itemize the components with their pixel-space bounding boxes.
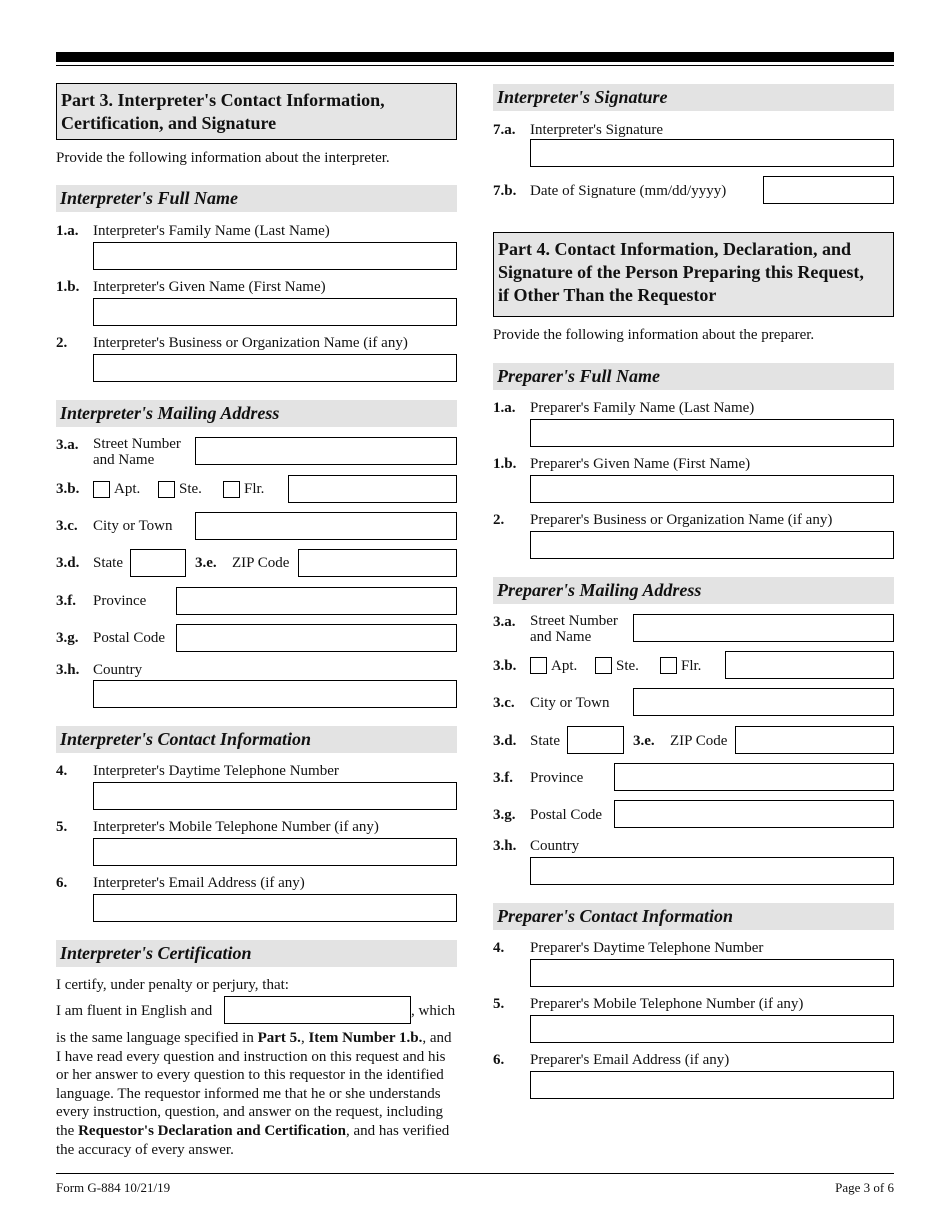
field-label: Interpreter's Given Name (First Name) [93, 279, 326, 295]
item-number: 7.a. [493, 122, 516, 138]
interpreter-signature-heading: Interpreter's Signature [493, 84, 894, 111]
item-number: 3.b. [56, 481, 80, 497]
item-number: 5. [493, 996, 505, 1012]
item-number: 6. [56, 875, 68, 891]
item-number: 3.g. [493, 807, 516, 823]
item-number: 3.h. [56, 662, 80, 678]
language-field[interactable] [224, 996, 411, 1024]
item-number: 2. [493, 512, 505, 528]
field-label: Date of Signature (mm/dd/yyyy) [530, 183, 727, 199]
street-label-line1: Street Number [530, 613, 618, 629]
preparer-email-field[interactable] [530, 1071, 894, 1099]
ste-label: Ste. [616, 658, 639, 674]
interpreter-zip-field[interactable] [298, 549, 457, 577]
part3-title-box [56, 83, 457, 140]
field-label: Country [93, 662, 143, 678]
field-label: Interpreter's Daytime Telephone Number [93, 763, 339, 779]
part4-title-box [493, 232, 894, 317]
preparer-zip-field[interactable] [735, 726, 894, 754]
field-label: Preparer's Business or Organization Name (if any) [530, 512, 833, 528]
top-thick-rule [56, 52, 894, 62]
field-label: Postal Code [530, 807, 603, 823]
part4-title-line2: Signature of the Person Preparing this Request, [498, 262, 864, 282]
preparer-daytime-phone-field[interactable] [530, 959, 894, 987]
cert-part-ref: Part 5. [257, 1030, 301, 1046]
field-label: Interpreter's Mobile Telephone Number (if any) [93, 819, 379, 835]
item-number: 7.b. [493, 183, 517, 199]
field-label: Preparer's Given Name (First Name) [530, 456, 751, 472]
top-thin-rule [56, 65, 894, 66]
fluent-suffix: , which [411, 1003, 456, 1019]
certification-paragraph [56, 1029, 458, 1159]
interpreter-family-name-field[interactable] [93, 242, 457, 270]
item-number: 3.d. [56, 555, 80, 571]
part3-title-line2: Certification, and Signature [61, 113, 277, 133]
cert-item-ref: Item Number 1.b. [308, 1030, 423, 1046]
street-label-line2: and Name [93, 452, 155, 468]
field-label: City or Town [93, 518, 173, 534]
preparer-postal-code-field[interactable] [614, 800, 894, 828]
interpreter-business-name-field[interactable] [93, 354, 457, 382]
ste-checkbox[interactable] [158, 481, 175, 498]
apt-label: Apt. [114, 481, 141, 497]
item-number: 1.b. [493, 456, 517, 472]
street-label-line2: and Name [530, 629, 592, 645]
preparer-street-field[interactable] [633, 614, 894, 642]
interpreter-full-name-heading: Interpreter's Full Name [56, 185, 457, 212]
item-number: 1.a. [493, 400, 516, 416]
interpreter-postal-code-field[interactable] [176, 624, 457, 652]
field-label: Interpreter's Email Address (if any) [93, 875, 305, 891]
field-label: Province [93, 593, 147, 609]
field-label: ZIP Code [670, 733, 728, 749]
signature-date-field[interactable] [763, 176, 894, 204]
item-number: 3.b. [493, 658, 517, 674]
flr-label: Flr. [244, 481, 265, 497]
field-label: State [530, 733, 560, 749]
item-number: 3.a. [493, 614, 516, 630]
field-label [93, 436, 181, 468]
interpreter-certification-heading: Interpreter's Certification [56, 940, 457, 967]
preparer-country-field[interactable] [530, 857, 894, 885]
street-label-line1: Street Number [93, 436, 181, 452]
item-number: 1.b. [56, 279, 80, 295]
flr-checkbox[interactable] [223, 481, 240, 498]
apt-label: Apt. [551, 658, 578, 674]
part4-title-line3: if Other Than the Requestor [498, 285, 717, 305]
interpreter-mailing-heading: Interpreter's Mailing Address [56, 400, 457, 427]
field-label: Preparer's Mobile Telephone Number (if any) [530, 996, 804, 1012]
preparer-family-name-field[interactable] [530, 419, 894, 447]
field-label: Interpreter's Signature [530, 122, 664, 138]
form-id: Form G-884 10/21/19 [56, 1180, 171, 1195]
cert-text: is the same language specified in [56, 1030, 258, 1046]
item-number: 3.e. [195, 555, 217, 571]
part3-title-line1: Part 3. Interpreter's Contact Information, [61, 90, 385, 110]
part4-title-line1: Part 4. Contact Information, Declaration, and [498, 239, 851, 259]
preparer-full-name-heading: Preparer's Full Name [493, 363, 894, 390]
cert-text: , [300, 1030, 309, 1046]
item-number: 4. [493, 940, 505, 956]
interpreter-city-field[interactable] [195, 512, 457, 540]
cert-text: , and has verified the accuracy of every answer. [56, 1122, 450, 1158]
field-label: City or Town [530, 695, 610, 711]
interpreter-given-name-field[interactable] [93, 298, 457, 326]
preparer-mailing-heading: Preparer's Mailing Address [493, 577, 894, 604]
interpreter-email-field[interactable] [93, 894, 457, 922]
ste-checkbox[interactable] [595, 657, 612, 674]
item-number: 3.g. [56, 630, 79, 646]
field-label: ZIP Code [232, 555, 290, 571]
item-number: 3.c. [493, 695, 515, 711]
field-label: Interpreter's Family Name (Last Name) [93, 223, 330, 239]
apt-checkbox[interactable] [530, 657, 547, 674]
certification-intro: I certify, under penalty or perjury, that: [56, 977, 289, 993]
field-label: Preparer's Daytime Telephone Number [530, 940, 764, 956]
preparer-mobile-phone-field[interactable] [530, 1015, 894, 1043]
interpreter-unit-number-field[interactable] [288, 475, 457, 503]
footer-rule [56, 1173, 894, 1174]
item-number: 3.f. [493, 770, 513, 786]
item-number: 3.f. [56, 593, 76, 609]
interpreter-daytime-phone-field[interactable] [93, 782, 457, 810]
interpreter-street-field[interactable] [195, 437, 457, 465]
part4-intro: Provide the following information about the preparer. [493, 327, 815, 343]
interpreter-state-field[interactable] [130, 549, 186, 577]
item-number: 2. [56, 335, 68, 351]
preparer-state-field[interactable] [567, 726, 624, 754]
fluent-prefix: I am fluent in English and [56, 1003, 213, 1019]
preparer-given-name-field[interactable] [530, 475, 894, 503]
part3-intro: Provide the following information about the interpreter. [56, 150, 390, 166]
field-label: Postal Code [93, 630, 166, 646]
preparer-city-field[interactable] [633, 688, 894, 716]
item-number: 3.a. [56, 437, 79, 453]
field-label: Preparer's Family Name (Last Name) [530, 400, 755, 416]
item-number: 3.d. [493, 733, 517, 749]
flr-checkbox[interactable] [660, 657, 677, 674]
field-label: Interpreter's Business or Organization Name (if any) [93, 335, 408, 351]
item-number: 5. [56, 819, 68, 835]
ste-label: Ste. [179, 481, 202, 497]
apt-checkbox[interactable] [93, 481, 110, 498]
field-label: Preparer's Email Address (if any) [530, 1052, 730, 1068]
page-number: Page 3 of 6 [835, 1180, 894, 1195]
preparer-business-name-field[interactable] [530, 531, 894, 559]
interpreter-province-field[interactable] [176, 587, 457, 615]
item-number: 3.e. [633, 733, 655, 749]
interpreter-contact-heading: Interpreter's Contact Information [56, 726, 457, 753]
interpreter-mobile-phone-field[interactable] [93, 838, 457, 866]
field-label: Province [530, 770, 584, 786]
field-label: Country [530, 838, 580, 854]
field-label [530, 613, 618, 645]
preparer-unit-number-field[interactable] [725, 651, 894, 679]
field-label: State [93, 555, 123, 571]
cert-declaration-ref: Requestor's Declaration and Certification [78, 1122, 346, 1139]
cert-text: , and I have read every question and instruction on this request and his or her answer to every question to this requestor in the identified language. The requestor informed me that he or she understands every instruction, question, and answer on the request, including the [56, 1030, 452, 1139]
preparer-contact-heading: Preparer's Contact Information [493, 903, 894, 930]
preparer-province-field[interactable] [614, 763, 894, 791]
interpreter-country-field[interactable] [93, 680, 457, 708]
item-number: 3.h. [493, 838, 517, 854]
item-number: 4. [56, 763, 68, 779]
flr-label: Flr. [681, 658, 702, 674]
item-number: 3.c. [56, 518, 78, 534]
item-number: 1.a. [56, 223, 79, 239]
item-number: 6. [493, 1052, 505, 1068]
interpreter-signature-field[interactable] [530, 139, 894, 167]
